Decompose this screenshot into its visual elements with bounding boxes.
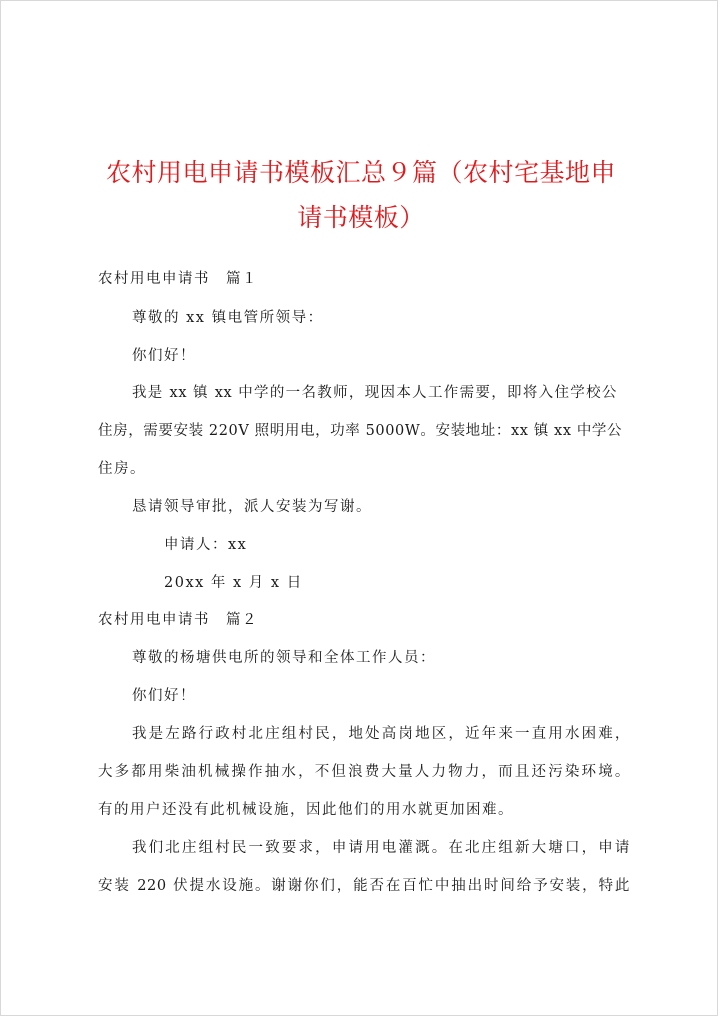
document-title-line-1: 农村用电申请书模板汇总９篇（农村宅基地申	[105, 158, 616, 187]
section-2-heading: 农村用电申请书 篇２	[98, 612, 258, 628]
section-2-body-line-2: 大多都用柴油机械操作抽水，不但浪费大量人力物力，而且还污染环境。	[98, 764, 630, 780]
section-1-salutation: 尊敬的 xx 镇电管所领导：	[132, 310, 324, 326]
section-1-body-line-2: 住房，需要安装 220V 照明用电，功率 5000W。安装地址：xx 镇 xx 中学公	[98, 423, 623, 439]
section-1-signature: 申请人：xx	[164, 537, 248, 553]
section-2-greeting: 你们好！	[132, 688, 196, 704]
section-1-heading: 农村用电申请书 篇１	[98, 271, 258, 287]
section-2-body-line-4: 我们北庄组村民一致要求，申请用电灌溉。在北庄组新大塘口，申请	[132, 840, 630, 856]
section-2-body-line-3: 有的用户还没有此机械设施，因此他们的用水就更加困难。	[98, 802, 514, 818]
document-title-line-2: 请书模板）	[297, 203, 425, 232]
section-2-body-line-5: 安装 220 伏提水设施。谢谢你们，能否在百忙中抽出时间给予安装，特此	[98, 878, 630, 894]
section-2-body-line-1: 我是左路行政村北庄组村民，地处高岗地区，近年来一直用水困难，	[132, 726, 630, 742]
section-1-date: 20xx 年 x 月 x 日	[164, 575, 303, 591]
section-1-greeting: 你们好！	[132, 348, 196, 364]
section-2-salutation: 尊敬的杨塘供电所的领导和全体工作人员：	[132, 650, 436, 666]
section-1-body-line-1: 我是 xx 镇 xx 中学的一名教师，现因本人工作需要，即将入住学校公	[132, 385, 617, 401]
section-1-body-line-4: 恳请领导审批，派人安装为写谢。	[132, 499, 372, 515]
section-1-body-line-3: 住房。	[98, 461, 146, 477]
